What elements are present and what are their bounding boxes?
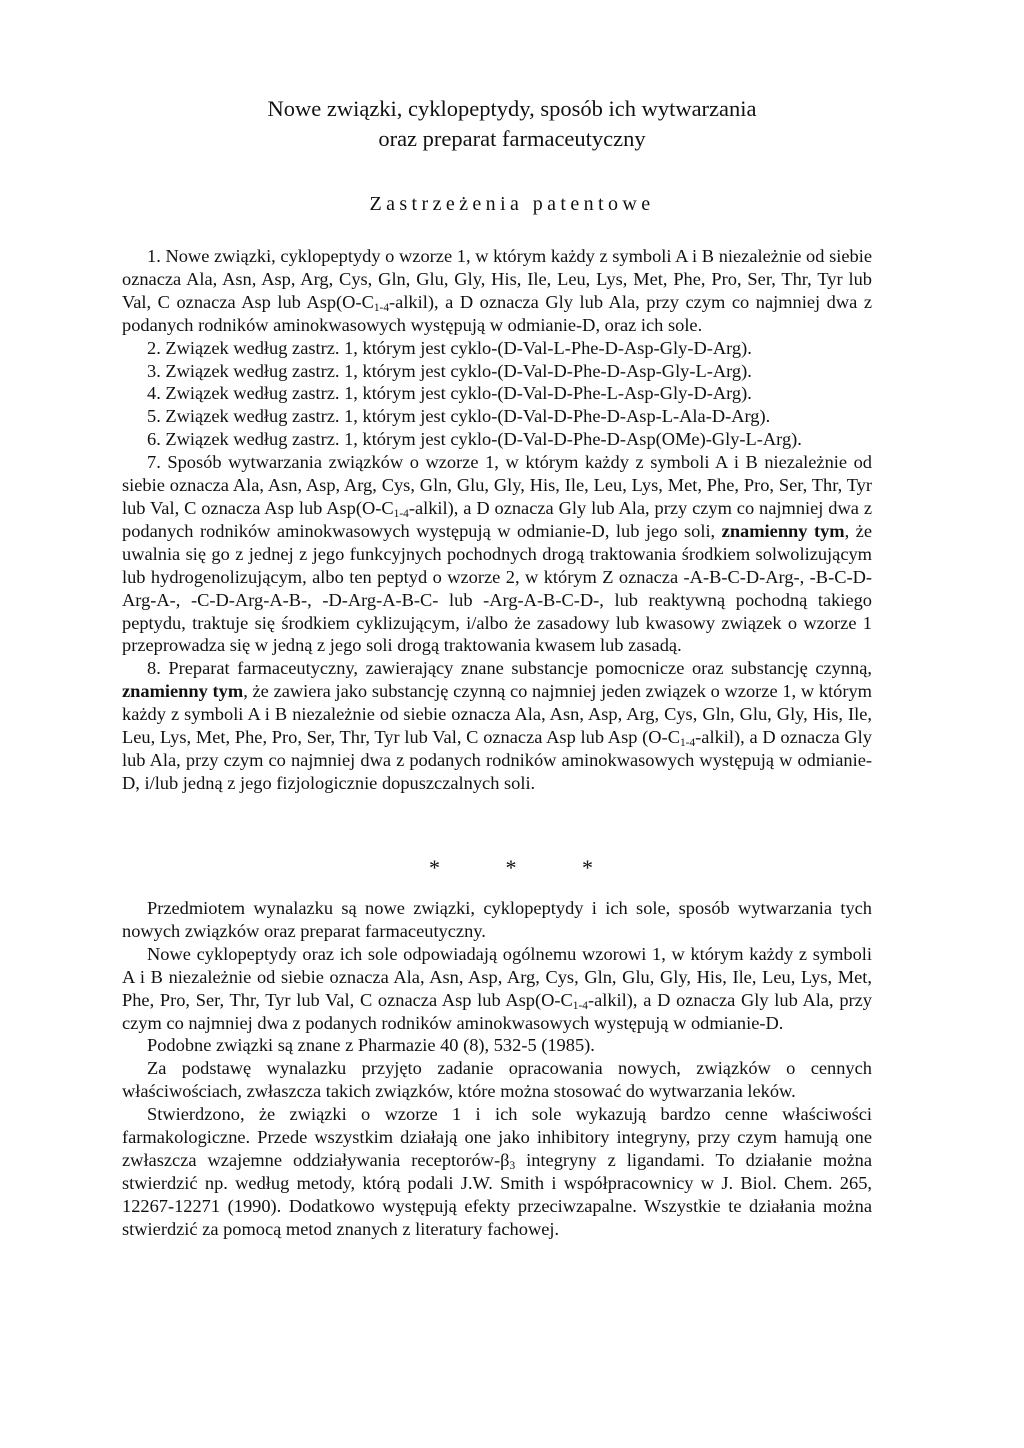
description-section: [122, 897, 872, 1241]
section-separator: * * *: [429, 855, 623, 880]
description-paragraph-4: Za podstawę wynalazku przyjęto zadanie opracowania nowych, związków o cennych właściwościach, zwłaszcza takich związków, które można stosować do wytwarzania leków.: [122, 1058, 872, 1102]
claim-7-bold: znamienny tym: [721, 520, 845, 541]
claim-8: 8. Preparat farmaceutyczny, zawierający znane substancje pomocnicze oraz substancję czynną, znamienny tym, że zawiera jako substancję czynną co najmniej jeden związek o wzorze 1, w którym każdy z symboli A i B niezależnie od siebie oznacza Ala, Asn, Asp, Arg, Cys, Gln, Glu, Gly, His, Ile, Leu, Lys, Met, Phe, Pro, Ser, Thr, Tyr lub Val, C oznacza Asp lub Asp $(O-C_{1-4}-alkil)$, a D oznacza Gly lub Ala, przy czym co najmniej dwa z podanych rodników aminokwasowych występują w odmianie-D, i/lub jedną z jego fizjologicznie dopuszczalnych soli.: [122, 658, 872, 793]
claim-6: 6. Związek według zastrz. 1, którym jest cyklo-(D-Val-D-Phe-D-Asp(OMe)-Gly-L-Arg).: [147, 429, 802, 450]
title-line-1: Nowe związki, cyklopeptydy, sposób ich wytwarzania: [267, 96, 757, 121]
description-paragraph-2: Nowe cyklopeptydy oraz ich sole odpowiadają ogólnemu wzorowi 1, w którym każdy z symboli A i B niezależnie od siebie oznacza Ala, Asn, Asp, Arg, Cys, Gln, Glu, Gly, His, Ile, Leu, Lys, Met, Phe, Pro, Ser, Thr, Tyr lub Val, C oznacza Asp lub $Asp(O-C_{1-4}-alkil)$, a D oznacza Gly lub Ala, przy czym co najmniej dwa z podanych rodników aminokwasowych występują w odmianie-D.: [122, 943, 872, 1033]
description-paragraph-3: Podobne związki są znane z Pharmazie 40 (8), 532-5 (1985).: [147, 1035, 595, 1056]
claims-heading: Zastrzeżenia patentowe: [369, 193, 655, 215]
claim-5: 5. Związek według zastrz. 1, którym jest cyklo-(D-Val-D-Phe-D-Asp-L-Ala-D-Arg).: [147, 406, 771, 427]
description-paragraph-1: Przedmiotem wynalazku są nowe związki, cyklopeptydy i ich sole, sposób wytwarzania tych nowych związków oraz preparat farmaceutyczny.: [122, 898, 872, 941]
claims-section: [122, 245, 872, 795]
claim-1: 1. Nowe związki, cyklopeptydy o wzorze 1, w którym każdy z symboli A i B niezależnie od siebie oznacza Ala, Asn, Asp, Arg, Cys, Gln, Glu, Gly, His, Ile, Leu, Lys, Met, Phe, Pro, Ser, Thr, Tyr lub Val, C oznacza Asp lub $Asp(O-C_{1-4}-alkil)$, a D oznacza Gly lub Ala, przy czym co najmniej dwa z podanych rodników aminokwasowych występują w odmianie-D, oraz ich sole.: [122, 246, 872, 335]
claim-2: 2. Związek według zastrz. 1, którym jest cyklo-(D-Val-L-Phe-D-Asp-Gly-D-Arg).: [147, 337, 752, 358]
document-title: [0, 94, 1024, 154]
claim-7: 7. Sposób wytwarzania związków o wzorze 1, w którym każdy z symboli A i B niezależnie od siebie oznacza Ala, Asn, Asp, Arg, Cys, Gln, Glu, Gly, His, Ile, Leu, Lys, Met, Phe, Pro, Ser, Thr, Tyr lub Val, C oznacza Asp lub $Asp(O-C_{1-4}-alkil)$, a D oznacza Gly lub Ala, przy czym co najmniej dwa z podanych rodników aminokwasowych występują w odmianie-D, lub jego soli, znamienny tym, że uwalnia się go z jednej z jego funkcyjnych pochodnych drogą traktowania środkiem solwolizującym lub hydrogenolizującym, albo ten peptyd o wzorze 2, w którym Z oznacza -A-B-C-D-Arg-, -B-C-D-Arg-A-, -C-D-Arg-A-B-, -D-Arg-A-B-C- lub -Arg-A-B-C-D-, lub reaktywną pochodną takiego peptydu, traktuje się środkiem cyklizującym, i/albo że zasadowy lub kwasowy związek o wzorze 1 przeprowadza się w jedną z jego soli drogą traktowania kwasem lub zasadą.: [122, 452, 873, 656]
claim-4: 4. Związek według zastrz. 1, którym jest cyklo-(D-Val-D-Phe-L-Asp-Gly-D-Arg).: [147, 383, 752, 404]
title-line-2: oraz preparat farmaceutyczny: [378, 126, 646, 151]
claim-8-bold: znamienny tym: [122, 681, 244, 702]
description-paragraph-5: Stwierdzono, że związki o wzorze 1 i ich sole wykazują bardzo cenne właściwości farmakologiczne. Przede wszystkim działają one jako inhibitory integryny, przy czym hamują one zwłaszcza wzajemne oddziaływania receptorów-$\beta_3$ integryny z ligandami. To działanie można stwierdzić np. według metody, którą podali J.W. Smith i współpracownicy w J. Biol. Chem. 265, 12267-12271 (1990). Dodatkowo występują efekty przeciwzapalne. Wszystkie te działania można stwierdzić za pomocą metod znanych z literatury fachowej.: [122, 1104, 872, 1239]
claim-3: 3. Związek według zastrz. 1, którym jest cyklo-(D-Val-D-Phe-D-Asp-Gly-L-Arg).: [147, 360, 752, 381]
